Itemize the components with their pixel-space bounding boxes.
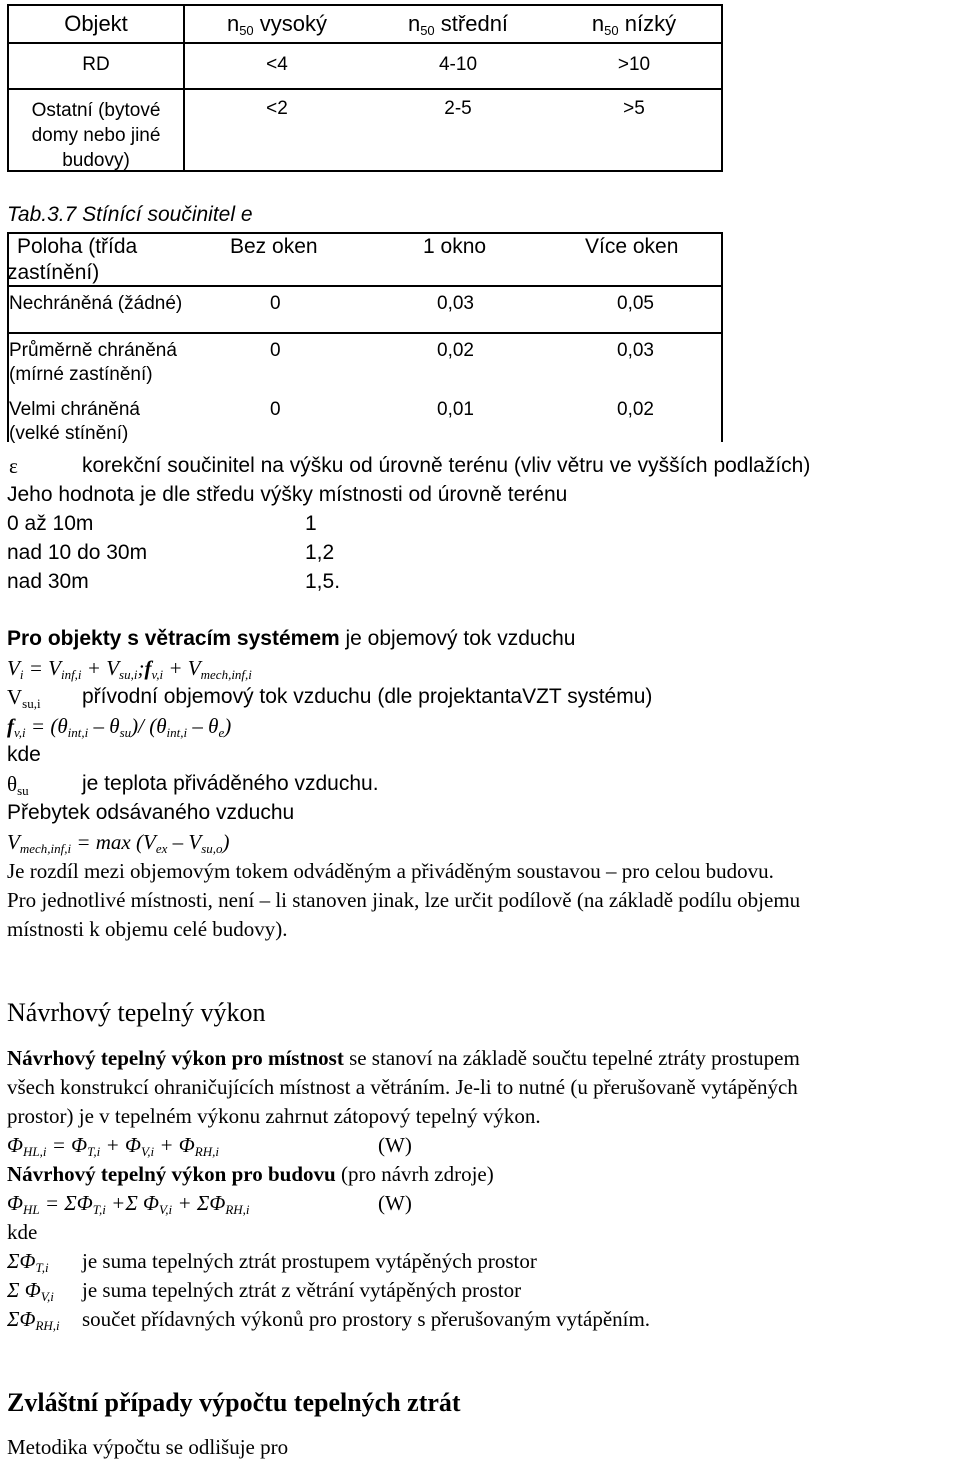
vent-intro: Pro objekty s větracím systémem je objemový tok vzduchu [7,627,576,650]
row1-val2: 0,03 [437,293,474,314]
excess-air-label: Přebytek odsávaného vzduchu [7,801,295,824]
vsu-symbol: $V_{su,i}$ [7,685,41,711]
row2-label-l2: (mírné zastínění) [9,364,153,385]
height-range-3: nad 30m [7,570,89,593]
row2-val3: 0,03 [617,340,654,361]
def-symbol-3: $\Sigma\Phi_{RH,i}$ [7,1307,60,1333]
row2-label-l1: Průměrně chráněná [9,340,177,361]
height-value-1: 1 [305,512,317,535]
header-no-windows: Bez oken [230,235,318,258]
unit-watts-1: (W) [378,1133,412,1157]
height-value-2: 1,2 [305,541,335,564]
def-text-2: je suma tepelných ztrát z větrání vytápěných prostor [82,1278,522,1302]
special-cases-text: Metodika výpočtu se odlišuje pro [7,1435,289,1459]
vent-paragraph-2a: Pro jednotlivé místnosti, není – li stanoven jinak, lze určit podílově (na základě podílu objemu [7,888,801,912]
formula-phi-hl: $\Phi_{HL} = \Sigma\Phi_{T,i} +\Sigma$ $\Phi_{V,i} + \Sigma\Phi_{RH,i}$ [7,1191,250,1217]
height-range-1: 0 až 10m [7,512,94,535]
design-paragraph-l2: všech konstrukcí ohraničujících místnost a větráním. Je-li to nutné (u přerušovaně vytápěných [7,1075,798,1099]
row2-val1: 0 [270,340,281,361]
design-paragraph-l3: prostor) je v tepelném výkonu zahrnut zátopový tepelný výkon. [7,1104,541,1128]
row1-val1: 0 [270,293,281,314]
formula-phi-hl-i: $\Phi_{HL,i} = \Phi_{T,i} + \Phi_{V,i} + \Phi_{RH,i}$ [7,1133,219,1159]
row-other-label: Ostatní (bytové domy nebo jiné budovy) [31,100,161,171]
vent-paragraph-1: Je rozdíl mezi objemovým tokem odváděným a přiváděným soustavou – pro celou budovu. [7,859,774,883]
vent-paragraph-2b: místnosti k objemu celé budovy). [7,917,288,941]
kde-label-1: kde [7,743,41,766]
epsilon-note: Jeho hodnota je dle středu výšky místnosti od úrovně terénu [7,483,568,506]
height-value-3: 1,5. [305,570,341,593]
header-more-windows: Více oken [585,235,679,258]
section-heading-special-cases: Zvláštní případy výpočtu tepelných ztrát [7,1388,461,1417]
kde-label-2: kde [7,1220,38,1244]
row-other-mid: 2-5 [444,98,472,119]
table-caption: Tab.3.7 Stínící součinitel e [7,203,253,226]
header-objekt: Objekt [64,11,128,36]
def-symbol-1: $\Sigma\Phi_{T,i}$ [7,1249,49,1275]
row1-label: Nechráněná (žádné) [9,293,183,314]
def-text-3: součet přídavných výkonů pro prostory s přerušovaným vytápěním. [82,1307,651,1331]
row1-val3: 0,05 [617,293,654,314]
vsu-description: přívodní objemový tok vzduchu (dle projektantaVZT systému) [82,685,653,708]
section-heading-design-output: Návrhový tepelný výkon [7,998,266,1027]
unit-watts-2: (W) [378,1191,412,1215]
row3-label-l1: Velmi chráněná [9,399,140,420]
row3-val3: 0,02 [617,399,654,420]
row-rd-mid: 4-10 [438,54,478,75]
design-paragraph-l1: Návrhový tepelný výkon pro místnost se stanoví na základě součtu tepelné ztráty prostupem [7,1046,800,1070]
row-rd-low: >10 [617,54,651,75]
height-range-2: nad 10 do 30m [7,541,148,564]
header-position-l1: Poloha (třída [17,235,138,258]
theta-symbol: $\theta_{su}$ [7,772,29,798]
formula-vi: $V_i = V_{inf,i}$ + $V_{su,i};f_{v,i} + V_{mech,inf,i}$ [7,656,252,682]
theta-description: je teplota přiváděného vzduchu. [82,772,379,795]
infiltration-table [7,4,721,170]
row-other-high: <2 [266,98,288,119]
row-other-low: >5 [623,98,645,119]
row3-label-l2: (velké stínění) [9,423,129,444]
formula-vmech: $V_{mech,inf,i} = \max (V_{ex} - V_{su,o})$ [7,830,230,856]
epsilon-symbol: ε [9,454,18,478]
row-rd-label: RD [82,54,110,75]
header-n50-low: $n_{50}$ nízký [591,11,677,38]
header-one-window: 1 okno [423,235,487,258]
epsilon-description: korekční součinitel na výšku od úrovně terénu (vliv větru ve vyšších podlažích) [82,454,811,477]
row3-val2: 0,01 [437,399,474,420]
row-rd-high: <4 [266,54,288,75]
building-output-line: Návrhový tepelný výkon pro budovu (pro návrh zdroje) [7,1162,494,1186]
header-position-l2: zastínění) [7,261,100,284]
formula-fv: $f_{v,i} = (\theta_{int,i} - \theta_{su})/$ $(\theta_{int,i} - \theta_e)$ [7,714,232,740]
def-symbol-2: Σ $\Phi_{V,i}$ [7,1278,54,1304]
row2-val2: 0,02 [437,340,474,361]
header-n50-mid: $n_{50}$ střední [407,11,509,38]
def-text-1: je suma tepelných ztrát prostupem vytápěných prostor [82,1249,537,1273]
row3-val1: 0 [270,399,281,420]
header-n50-high: $n_{50}$ vysoký [226,11,328,38]
